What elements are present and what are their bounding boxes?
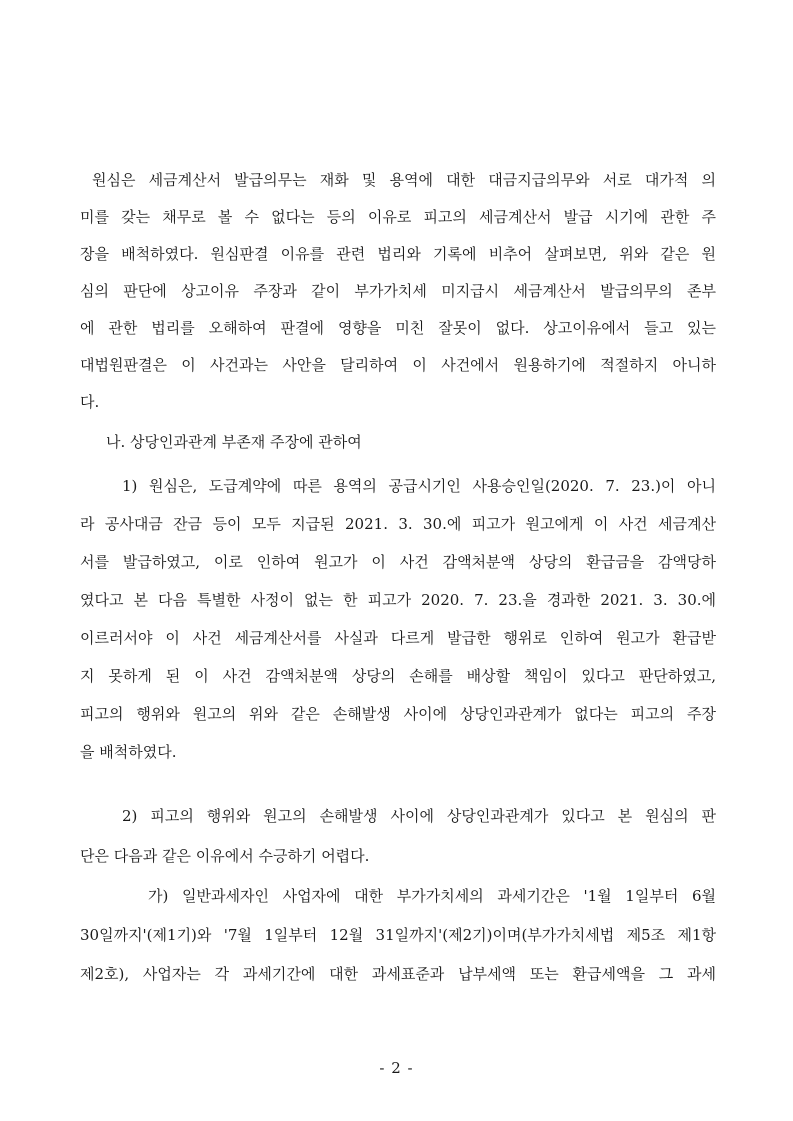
text-line: 피고의 행위와 원고의 위와 같은 손해발생 사이에 상당인과관계가 없다는 피고의 주장 (80, 705, 716, 723)
page-number: - 2 - (379, 1059, 414, 1077)
text-line: 장을 배척하였다. 원심판결 이유를 관련 법리와 기록에 비추어 살펴보면, 위와 같은 원 (80, 245, 716, 263)
text-line: 가) 일반과세자인 사업자에 대한 부가가치세의 과세기간은 '1월 1일부터 6월 (148, 887, 716, 905)
text-line: 였다고 본 다음 특별한 사정이 없는 한 피고가 2020. 7. 23.을 경과한 2021. 3. 30.에 (80, 591, 716, 609)
text-line: 심의 판단에 상고이유 주장과 같이 부가가치세 미지급시 세금계산서 발급의무의 존부 (80, 282, 716, 300)
text-line: 다. (80, 393, 100, 411)
text-line: 대법원판결은 이 사건과는 사안을 달리하여 이 사건에서 원용하기에 적절하지 아니하 (80, 356, 716, 374)
text-line: 30일까지'(제1기)와 '7월 1일부터 12월 31일까지'(제2기)이며(부가가치세법 제5조 제1항 (80, 926, 716, 944)
text-line: 을 배척하였다. (80, 743, 177, 761)
text-line: 에 관한 법리를 오해하여 판결에 영향을 미친 잘못이 없다. 상고이유에서 들고 있는 (80, 319, 716, 337)
text-line: 제2호), 사업자는 각 과세기간에 대한 과세표준과 납부세액 또는 환급세액을 그 과세 (80, 965, 716, 983)
text-line: 지 못하게 된 이 사건 감액처분액 상당의 손해를 배상할 책임이 있다고 판단하였고, (80, 667, 716, 685)
text-line: 2) 피고의 행위와 원고의 손해발생 사이에 상당인과관계가 있다고 본 원심의 판 (122, 807, 716, 825)
text-line: 이르러서야 이 사건 세금계산서를 사실과 다르게 발급한 행위로 인하여 원고가 환급받 (80, 629, 716, 647)
section-heading: 나. 상당인과관계 부존재 주장에 관하여 (106, 433, 362, 451)
text-line: 원심은 세금계산서 발급의무는 재화 및 용역에 대한 대금지급의무와 서로 대가적 의 (92, 171, 716, 189)
text-line: 서를 발급하였고, 이로 인하여 원고가 이 사건 감액처분액 상당의 환급금을 감액당하 (80, 553, 716, 571)
text-line: 라 공사대금 잔금 등이 모두 지급된 2021. 3. 30.에 피고가 원고에게 이 사건 세금계산 (80, 515, 716, 533)
text-line: 단은 다음과 같은 이유에서 수긍하기 어렵다. (80, 847, 370, 865)
text-line: 미를 갖는 채무로 볼 수 없다는 등의 이유로 피고의 세금계산서 발급 시기에 관한 주 (80, 208, 716, 226)
text-line: 1) 원심은, 도급계약에 따른 용역의 공급시기인 사용승인일(2020. 7. 23.)이 아니 (122, 477, 716, 495)
